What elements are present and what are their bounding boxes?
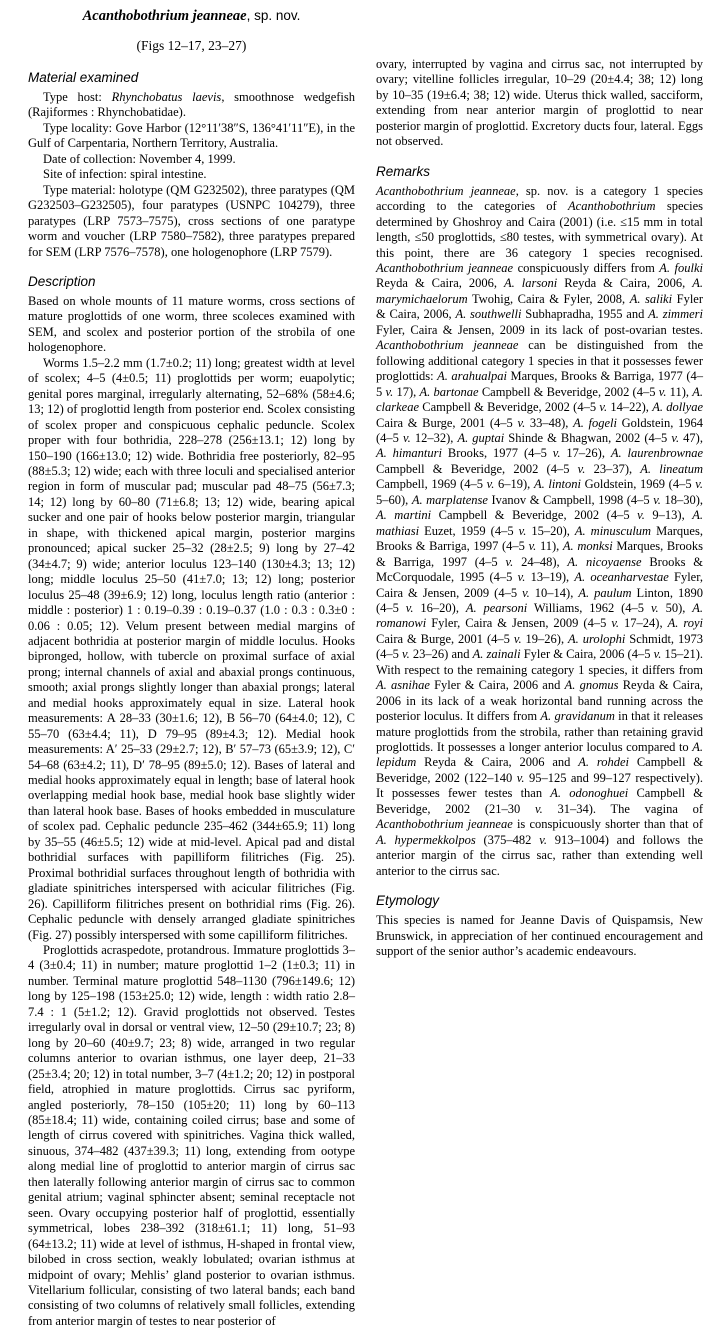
- paragraph: [376, 913, 703, 959]
- italic-text-run: A. odonoghuei: [550, 786, 629, 801]
- species-name: Acanthobothrium jeanneae: [82, 8, 247, 24]
- text-run: Caira & Burge, 2001 (4–5: [376, 415, 518, 430]
- italic-text-run: v.: [385, 384, 394, 399]
- text-run: 13–19),: [525, 570, 575, 585]
- italic-text-run: A. asnihae: [376, 678, 430, 693]
- text-run: Proglottids acraspedote, protandrous. Immature proglottids 3–4 (3±0.4; 11) in number; mature proglottid 1–2 (1±0.3; 11) in number. Terminal mature proglottid 548–1130 (796±149.6; 12) long by 125–198 (153±25.0; 12) wide, length : width ratio 2.8–7.4 : 1 (5±1.2; 12). Gravid proglottids not observed. Testes irregularly oval in dorsal or ventral view, 12–50 (29±10.7; 23; 8) long by 20–60 (40±9.7; 23; 8) wide, arranged in two regular columns anterior to ovarian isthmus, one layer deep, 21–33 (25±3.4; 20; 12) in total number, 3–7 (4±1.2; 20; 12) in postporal field, atrophied in mature proglottids. Cirrus sac pyriform, angled posteriorly, 78–150 (105±20; 11) long by 60–113 (85±18.4; 11) wide, containing coiled cirrus; base and some of length of cirrus covered with spinitriches. Vagina thick walled, sinuous, 374–482 (437±39.3; 11) long, extending from ootype along medial line of proglottid to anterior margin of cirrus sac then laterally following anterior margin of cirrus sac to common genital atrium; vaginal sphincter absent; seminal receptacle not seen. Ovary occupying posterior half of proglottid, essentially symmetrical, lobes 238–392 (318±61.1; 11) long, 51–93 (64±13.2; 11) wide at level of isthmus, H-shaped in frontal view, bilobed in cross section, weakly lobulated; ovarian isthmus at midpoint of ovary; Mehlis’ gland posterior to ovarian isthmus. Vitellarium follicular, consisting of two lateral bands; each band consisting of two columns of relatively small follicles, extending from anterior margin of testes to near posterior of: [28, 943, 355, 1328]
- italic-text-run: A. southwelli: [455, 307, 522, 322]
- italic-text-run: A. lepidum: [376, 740, 703, 770]
- text-run: Fyler, Caira & Jensen, 2009 (4–5: [426, 616, 612, 631]
- text-run: species determined by Ghoshroy and Caira (2001) (i.e. ≤15 mm in total length, ≤50 proglottids, ≤80 testes, with symmetrical ovary). At this point, there are 36 category 1 species recognised.: [376, 199, 703, 260]
- text-run: conspicuously differs from: [513, 260, 660, 275]
- text-run: Schmidt, 1973 (4–5: [376, 631, 703, 662]
- italic-text-run: v.: [658, 384, 667, 399]
- italic-text-run: A. fogeli: [573, 415, 617, 430]
- paragraph: [28, 183, 355, 260]
- italic-text-run: A. foulki: [659, 260, 703, 275]
- italic-text-run: A. himanturi: [376, 446, 442, 461]
- italic-text-run: v.: [552, 446, 561, 461]
- italic-text-run: A. saliki: [629, 291, 673, 306]
- italic-text-run: A. minusculum: [574, 523, 652, 538]
- text-run: Caira & Burge, 2001 (4–5: [376, 631, 514, 646]
- paragraph: [28, 943, 355, 1329]
- species-title-line: [28, 7, 355, 25]
- italic-text-run: v.: [650, 600, 659, 615]
- italic-text-run: v.: [653, 647, 662, 662]
- section-heading-etymology: Etymology: [376, 893, 440, 909]
- text-run: Ivanov & Campbell, 1998 (4–5: [487, 492, 654, 507]
- italic-text-run: A. arahualpai: [437, 369, 507, 384]
- italic-text-run: A. pearsoni: [465, 600, 528, 615]
- italic-text-run: A. royi: [667, 616, 703, 631]
- italic-text-run: v.: [528, 539, 537, 554]
- text-run: 33–48),: [525, 415, 574, 430]
- italic-text-run: A. gravidanum: [540, 709, 615, 724]
- text-run: is conspicuously shorter than that of: [512, 817, 703, 832]
- italic-text-run: v.: [513, 631, 522, 646]
- text-run: Campbell, 1969 (4–5: [376, 477, 487, 492]
- italic-text-run: A. nicoyaense: [567, 554, 642, 569]
- text-run: Reyda & Caira, 2006 in its lack of a weak horizontal band running across the posterior loculus. It differs from: [376, 678, 703, 724]
- two-column-layout: [28, 0, 714, 1329]
- text-run: Date of collection: November 4, 1999.: [43, 151, 236, 166]
- text-run: 14–22),: [607, 400, 653, 415]
- text-run: in that it releases mature proglottids from the strobila, rather than retaining gravid proglottids. It possesses a longer anterior loculus compared to: [376, 709, 703, 755]
- italic-text-run: v.: [517, 415, 526, 430]
- italic-text-run: A. gnomus: [564, 678, 619, 693]
- text-run: 47),: [679, 430, 703, 445]
- text-run: 6–19),: [494, 477, 534, 492]
- italic-text-run: A. clarkeae: [376, 384, 703, 415]
- text-run: 5–60),: [376, 492, 412, 507]
- italic-text-run: v.: [402, 647, 410, 662]
- paragraph: [28, 167, 355, 182]
- italic-text-run: v.: [403, 430, 411, 445]
- italic-text-run: v.: [637, 508, 645, 523]
- text-run: Worms 1.5–2.2 mm (1.7±0.2; 11) long; greatest width at level of scolex; 4–5 (4±0.5; 11) proglottids per worm; euapolytic; genital pores marginal, irregularly alternating, 52–68% (58±4.6; 13; 12) of proglottid length from posterior end. Scolex consisting of scolex proper and conspicuous cephalic peduncle. Scolex proper with four bothridia, 228–278 (256±13.1; 12) long by 150–190 (166±13.0; 12) wide. Bothridia free posteriorly, 82–95 (88±5.3; 12) wide; each with three loculi and specialised anterior region in form of muscular pad; muscular pad 48–75 (56±7.3; 14; 12) long by 60–80 (71±6.8; 13; 12) wide, bearing apical sucker and one pair of hooks below posterior margin, triangular in shape, with thickened apical margin, posterior margins pronounced; apical sucker 25–32 (28±2.5; 9) long by 27–42 (34±4.7; 9) wide; anterior loculus 123–140 (130±4.3; 13; 12) long; middle loculus 25–50 (41±7.0; 13; 12) long; posterior loculus 25–48 (39±6.9; 12) long, loculus length ratio (anterior : middle : posterior) 1 : 0.19–0.39 : 0.19–0.37 (1.0 : 0.3 : 0.3±0 : 0.06 : 0.05; 12). Velum present between medial margins of adjacent bothridia at posterior margin of middle loculus. Hooks bipronged, hollow, with tubercle on proximal surface of axial prong; internal channels of axial and abaxial prongs continuous, smooth; axial prongs slightly longer than abaxial prongs; lateral and medial hooks approximately equal in size. Lateral hook measurements: A 28–33 (30±1.6; 12), B 56–70 (64±4.0; 12), C 55–70 (63±4.4; 11), D 79–95 (89±4.3; 12). Medial hook measurements: A′ 25–33 (29±2.7; 12), B′ 57–73 (65±3.9; 12), C′ 54–68 (63±4.2; 11), D′ 78–95 (89±5.0; 12). Bases of lateral and medial hooks approximately equal in length; base of lateral hook overlapping medial hook base, medial hook base slightly wider than lateral hook base. Bases of hooks embedded in musculature of scolex pad. Cephalic peduncle 235–462 (344±65.9; 11) long by 35–55 (46±5.5; 12) wide at mid-level. Apical pad and distal bothridial surfaces with papilliform filitriches (Fig. 25). Proximal bothridial surfaces throughout length of bothridia with gladiate spinitriches interspersed with acicular filitriches (Fig. 26). Capilliform filitriches present on bothridial rims (Fig. 26). Cephalic peduncle with densely arranged gladiate spinitriches (Fig. 27) possibly interspersed with some capilliform filitriches.: [28, 355, 355, 942]
- italic-text-run: v.: [599, 400, 608, 415]
- paragraph: [28, 152, 355, 167]
- italic-text-run: A. dollyae: [652, 400, 704, 415]
- section-heading-description: Description: [28, 273, 96, 289]
- italic-text-run: Acanthobothrium: [568, 199, 656, 214]
- text-run: 11),: [666, 384, 693, 399]
- text-run: 10–14),: [529, 585, 579, 600]
- text-run: 95–125 and 99–127 respectively). It possesses fewer testes than: [376, 770, 704, 801]
- text-run: Fyler & Caira, 2006 and: [429, 678, 565, 693]
- section-heading-remarks: Remarks: [376, 163, 431, 179]
- italic-text-run: A. mathiasi: [376, 508, 703, 538]
- text-run: Marques, Brooks & Barriga, 1997 (4–5: [376, 523, 703, 554]
- text-run: Brooks, 1977 (4–5: [441, 446, 553, 461]
- italic-text-run: A. urolophi: [568, 631, 626, 646]
- text-run: 12–32),: [410, 430, 458, 445]
- italic-text-run: v.: [522, 585, 530, 600]
- text-run: 15–20),: [526, 523, 575, 538]
- italic-text-run: A. guptai: [457, 430, 505, 445]
- text-run: 16–20),: [413, 600, 466, 615]
- italic-text-run: A. marplatense: [411, 492, 488, 507]
- italic-text-run: v.: [517, 570, 526, 585]
- text-run: Type host:: [43, 90, 112, 104]
- text-run: Shinde & Bhagwan, 2002 (4–5: [504, 430, 672, 445]
- italic-text-run: v.: [535, 801, 543, 816]
- text-run: Campbell & Beveridge, 2002 (21–30: [376, 786, 703, 816]
- italic-text-run: A. lineatum: [640, 461, 703, 476]
- text-run: , sp. nov. is a category 1 species according to the categories of: [376, 183, 703, 214]
- text-run: 19–26),: [521, 631, 569, 646]
- text-run: Type material: holotype (QM G232502), three paratypes (QM G232503–G232505), four paratypes (USNPC 104279), three paratypes (LRP 7573–7575), cross sections of one paratype worm and voucher (LRP 7580–7582), three paratypes prepared for SEM (LRP 7576–7578), one hologenophore (LRP 7579).: [28, 182, 355, 259]
- italic-text-run: Acanthobothrium jeanneae: [376, 338, 519, 353]
- text-run: 9–13),: [644, 508, 693, 523]
- italic-text-run: v.: [518, 523, 527, 538]
- italic-text-run: Acanthobothrium jeanneae: [376, 183, 516, 198]
- paragraph: [28, 356, 355, 943]
- text-run: Goldstein, 1964 (4–5: [376, 415, 704, 445]
- figures-reference: (Figs 12–17, 23–27): [136, 38, 247, 53]
- text-run: 23–26) and: [409, 647, 473, 662]
- text-run: Fyler, Caira & Jensen, 2009 (4–5: [376, 570, 703, 600]
- text-run: Site of infection: spiral intestine.: [43, 167, 207, 182]
- text-run: Reyda & Caira, 2006 and: [416, 755, 579, 770]
- text-run: Euzet, 1959 (4–5: [419, 523, 519, 538]
- italic-text-run: A. hypermekkolpos: [376, 832, 476, 847]
- italic-text-run: v.: [405, 600, 414, 615]
- text-run: Goldstein, 1969 (4–5: [581, 477, 696, 492]
- text-run: 17–26),: [560, 446, 611, 461]
- text-run: This species is named for Jeanne Davis of Quispamsis, New Brunswick, in appreciation of her continued encouragement and support of the senior author’s academic endeavours.: [376, 913, 703, 959]
- italic-text-run: A. monksi: [562, 539, 613, 554]
- text-run: (375–482: [475, 832, 540, 847]
- italic-text-run: v.: [505, 554, 514, 569]
- text-run: 31–34). The vagina of: [542, 801, 704, 816]
- italic-text-run: Acanthobothrium jeanneae: [376, 260, 514, 275]
- italic-text-run: Acanthobothrium jeanneae: [376, 817, 513, 832]
- text-run: 15–21). With respect to the remaining category 1 species, it differs from: [376, 647, 704, 677]
- text-run: 24–48),: [513, 554, 568, 569]
- section-heading-material-examined: Material examined: [28, 70, 139, 85]
- italic-text-run: v.: [695, 477, 703, 492]
- left-column: [28, 0, 355, 1329]
- text-run: can be distinguished from the following additional category 1 species in that it possesses fewer proglottids:: [376, 338, 703, 384]
- italic-text-run: A. romanowi: [376, 600, 704, 631]
- italic-text-run: A. oceanharvestae: [574, 570, 669, 585]
- italic-text-run: v.: [539, 832, 547, 847]
- text-run: , smoothnose wedgefish (Rajiformes : Rhynchobatidae).: [28, 90, 355, 120]
- italic-text-run: A. zimmeri: [648, 307, 703, 322]
- text-run: Campbell & Beveridge, 2002 (4–5: [376, 461, 578, 476]
- text-run: Subhapradha, 1955 and: [521, 307, 649, 322]
- italic-text-run: v.: [653, 492, 661, 507]
- text-run: Fyler & Caira, 2006 (4–5: [520, 647, 654, 662]
- text-run: Williams, 1962 (4–5: [527, 600, 651, 615]
- title-suffix: , sp. nov.: [246, 8, 301, 23]
- text-run: Linton, 1890 (4–5: [376, 585, 703, 615]
- text-run: 50),: [658, 600, 693, 615]
- paragraph: [28, 121, 355, 152]
- article-title: [28, 0, 355, 54]
- text-run: 18–30),: [660, 492, 704, 507]
- italic-text-run: A. larsoni: [504, 276, 558, 291]
- right-column: [376, 0, 703, 1329]
- italic-text-run: A. lintoni: [533, 477, 581, 492]
- italic-text-run: A. martini: [376, 508, 432, 523]
- text-run: Fyler & Caira, 2006,: [376, 291, 703, 322]
- text-run: Marques, Brooks & Barriga, 1977 (4–5: [376, 369, 703, 399]
- italic-text-run: A. paulum: [578, 585, 632, 600]
- text-run: Twohig, Caira & Fyler, 2008,: [467, 291, 630, 306]
- text-run: Reyda & Caira, 2006,: [557, 276, 693, 291]
- italic-text-run: v.: [671, 430, 680, 445]
- text-run: 17–24),: [619, 616, 668, 631]
- text-run: 17),: [393, 384, 420, 399]
- italic-text-run: A. marymichaelorum: [376, 276, 703, 306]
- paragraph: [28, 90, 355, 121]
- text-run: 913–1004) and follows the anterior margin of the cirrus sac, rather than extending well anterior to the cirrus sac.: [376, 832, 703, 878]
- italic-text-run: A. zainali: [472, 647, 521, 662]
- italic-text-run: Rhynchobatus laevis: [111, 90, 222, 104]
- text-run: Campbell & Beveridge, 2002 (122–140: [376, 755, 704, 785]
- text-run: Brooks & McCorquodale, 1995 (4–5: [376, 554, 703, 585]
- text-run: Reyda & Caira, 2006,: [376, 276, 505, 291]
- italic-text-run: v.: [516, 770, 525, 785]
- text-run: Type locality: Gove Harbor (12°11′38″S, 136°41′11″E), in the Gulf of Carpentaria, Northern Territory, Australia.: [28, 120, 355, 151]
- italic-text-run: A. bartonae: [419, 384, 479, 399]
- text-run: Based on whole mounts of 11 mature worms, cross sections of mature proglottids of one worm, three scoleces examined with SEM, and scolex and posterior portion of the strobila of one hologenophore.: [28, 293, 355, 355]
- text-run: Campbell & Beveridge, 2002 (4–5: [478, 384, 659, 399]
- text-run: 23–37),: [585, 461, 641, 476]
- text-run: Fyler, Caira & Jensen, 2009 in its lack of post-ovarian testes.: [376, 322, 703, 337]
- text-run: ovary, interrupted by vagina and cirrus sac, not interrupted by ovary; vitelline follicles irregular, 10–29 (20±4.4; 38; 12) long by 10–35 (19±6.4; 38; 12) wide. Uterus thick walled, sacciform, extending from near anterior margin of proglottid to near posterior margin of proglottid. Excretory ducts four, lateral. Eggs not observed.: [376, 57, 703, 149]
- text-run: Marques, Brooks & Barriga, 1997 (4–5: [376, 539, 703, 569]
- paragraph: [376, 184, 703, 879]
- text-run: Campbell & Beveridge, 2002 (4–5: [431, 508, 638, 523]
- italic-text-run: A. rohdei: [578, 755, 629, 770]
- italic-text-run: A. laurenbrownae: [610, 446, 703, 461]
- italic-text-run: v.: [611, 616, 620, 631]
- italic-text-run: v.: [577, 461, 586, 476]
- paragraph: [376, 57, 703, 150]
- italic-text-run: v.: [486, 477, 495, 492]
- paragraph: [28, 294, 355, 356]
- text-run: 11),: [536, 539, 563, 554]
- text-run: Campbell & Beveridge, 2002 (4–5: [419, 400, 600, 415]
